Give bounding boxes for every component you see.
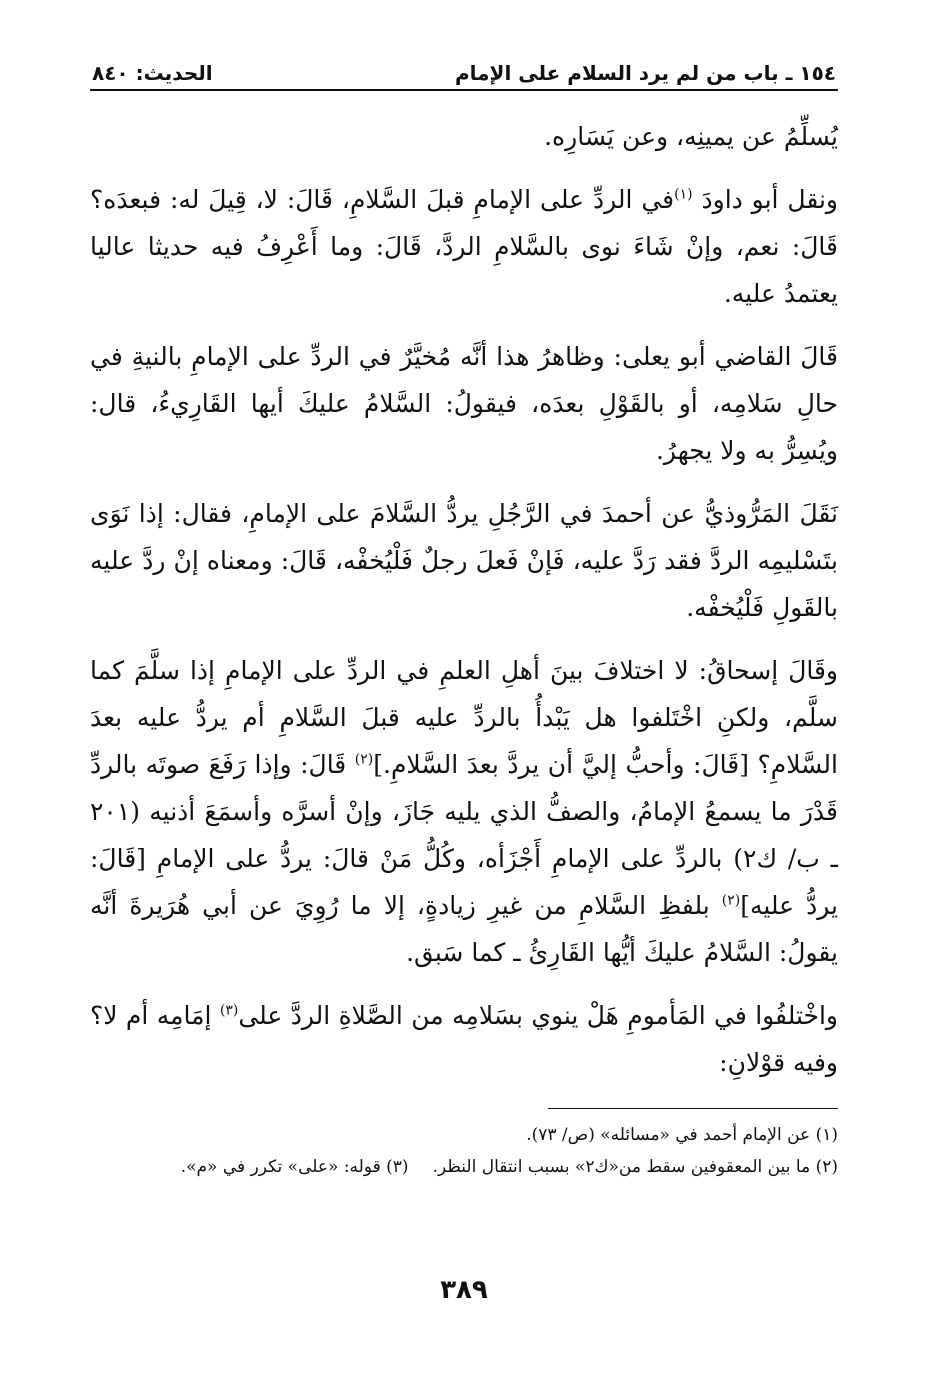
footnote-divider <box>548 1108 838 1109</box>
hadith-number: الحديث: ٨٤٠ <box>92 61 213 85</box>
footnote: (٣) قوله: «على» تكرر في «م». <box>180 1157 409 1177</box>
paragraph: ونقل أبو داودَ $^{(١)}$في الردِّ على الإمامِ قبلَ السَّلامِ، قَالَ: لا، قِيلَ له: فبعدَه؟ قَالَ: نعم، وإنْ شَاءَ نوى بالسَّلامِ الردَّ، قَالَ: وما أَعْرِفُ فيه حديثا عاليا يعتمدُ عليه. <box>90 185 838 308</box>
paragraph: وقَالَ إسحاقُ: لا اختلافَ بينَ أهلِ العلمِ في الردِّ على الإمامِ إذا سلَّمَ كما سلَّم، ولكنِ اخْتَلفوا هل يَبْدأُ بالردِّ عليه قبلَ السَّلامِ أم يردُّ عليه بعدَ السَّلامِ؟ [قَالَ: وأحبُّ إليَّ أن يردَّ بعدَ السَّلامِ.]$^{(٢)}$ قَالَ: وإذا رَفَعَ صوتَه بالردِّ قَدْرَ ما يسمعُ الإمامُ، والصفُّ الذي يليه جَازَ، وإنْ أسرَّه وأسمَعَ أذنيه (٢٠١ ـ ب/ ك٢) بالردِّ على الإمامِ أَجْزَأه، وكُلُّ مَنْ قالَ: يردُّ على الإمامِ [قَالَ: يردُّ عليه]$^{(٢)}$ بلفظِ السَّلامِ من غيرِ زيادةٍ، إلا ما رُوِيَ عن أبي هُرَيرةَ أنَّه يقولُ: السَّلامُ عليكَ أيُّها القَارِئُ ـ كما سَبق. <box>90 656 838 967</box>
book-page <box>90 55 838 1345</box>
footnote-marker[interactable]: (٣) <box>219 1002 239 1019</box>
footnote: (٢) ما بين المعقوفين سقط من«ك٢» بسبب انتقال النظر. <box>432 1157 838 1177</box>
footnotes <box>90 1119 838 1183</box>
paragraph: يُسلِّمُ عن يمينِه، وعن يَسَارِه. <box>544 122 838 151</box>
running-header <box>90 55 838 91</box>
footnote-marker[interactable]: (٢) <box>721 892 741 909</box>
main-text <box>90 113 838 1086</box>
footnote-row <box>90 1151 838 1183</box>
footnote-marker[interactable]: (٢) <box>354 751 374 768</box>
footnote: (١) عن الإمام أحمد في «مسائله» (ص/ ٧٣). <box>526 1125 838 1145</box>
chapter-title: ١٥٤ ـ باب من لم يرد السلام على الإمام <box>455 61 836 85</box>
page-number: ٣٨٩ <box>440 1275 488 1305</box>
paragraph: قَالَ القاضي أبو يعلى: وظاهرُ هذا أنَّه مُخيَّرٌ في الردِّ على الإمامِ بالنيةِ في حالِ سَلامِه، أو بالقَوْلِ بعدَه، فيقولُ: السَّلامُ عليكَ أيها القَارِيءُ، قال: ويُسِرُّ به ولا يجهرُ. <box>90 342 838 465</box>
paragraph: نَقَلَ المَرُّوذيُّ عن أحمدَ في الرَّجُلِ يردُّ السَّلامَ على الإمامِ، فقال: إذا نَوَى بتَسْليمِه الردَّ فقد رَدَّ عليه، فَإنْ فَعلَ رجلٌ فَلْيُخفْه، قَالَ: ومعناه إنْ ردَّ عليه بالقَولِ فَلْيُخفْه. <box>90 499 838 622</box>
paragraph: واخْتلفُوا في المَأمومِ هَلْ ينوي بسَلامِه من الصَّلاةِ الردَّ على$^{(٣)}$ إمَامِه أم لا؟ وفيه قوْلانِ: <box>90 1001 838 1077</box>
footnote-marker[interactable]: (١) <box>674 186 693 203</box>
